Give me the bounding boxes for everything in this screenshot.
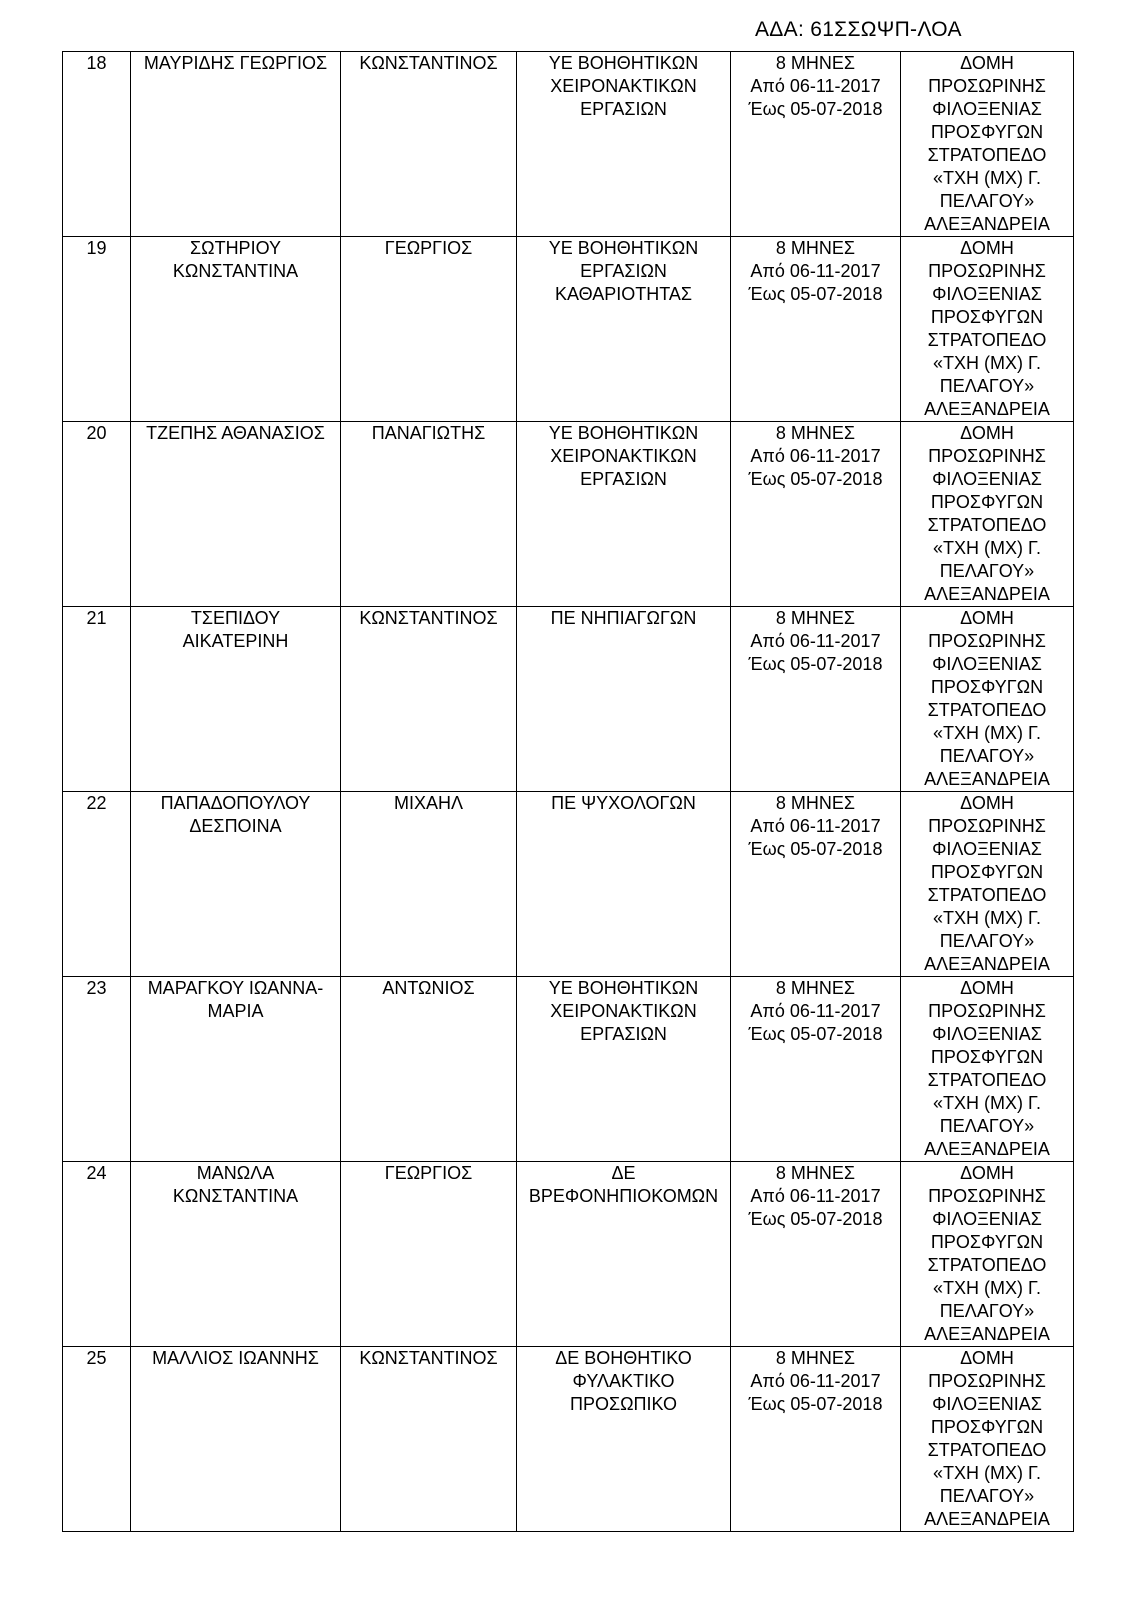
work-location-line: ΠΕΛΑΓΟΥ» bbox=[939, 1486, 1035, 1506]
work-location-line: ΦΙΛΟΞΕΝΙΑΣ bbox=[932, 99, 1042, 119]
work-location-line: ΦΙΛΟΞΕΝΙΑΣ bbox=[932, 839, 1042, 859]
table-row bbox=[63, 607, 1074, 792]
work-location-line: ΑΛΕΞΑΝΔΡΕΙΑ bbox=[924, 399, 1050, 419]
work-location-line: «ΤΧΗ (ΜΧ) Γ. bbox=[933, 1093, 1041, 1113]
work-location-cell bbox=[901, 52, 1074, 237]
work-location-line: ΠΡΟΣΦΥΓΩΝ bbox=[930, 492, 1044, 512]
work-location-line: «ΤΧΗ (ΜΧ) Γ. bbox=[933, 908, 1041, 928]
work-location-line: ΑΛΕΞΑΝΔΡΕΙΑ bbox=[924, 1509, 1050, 1529]
specialty-line: ΥΕ ΒΟΗΘΗΤΙΚΩΝ bbox=[548, 978, 699, 998]
document-ada-code: ΑΔΑ: 61ΣΣΩΨΠ-ΛΟΑ bbox=[755, 18, 962, 41]
work-location-line: ΠΕΛΑΓΟΥ» bbox=[939, 1116, 1035, 1136]
full-name-cell bbox=[131, 422, 341, 607]
work-location-line: ΔΟΜΗ bbox=[960, 978, 1014, 998]
specialty-line: ΧΕΙΡΟΝΑΚΤΙΚΩΝ bbox=[550, 1001, 697, 1021]
work-location-line: ΣΤΡΑΤΟΠΕΔΟ bbox=[927, 1070, 1047, 1090]
work-location-line: ΣΤΡΑΤΟΠΕΔΟ bbox=[927, 885, 1047, 905]
specialty-line: ΧΕΙΡΟΝΑΚΤΙΚΩΝ bbox=[550, 446, 697, 466]
work-location-line: ΔΟΜΗ bbox=[960, 53, 1014, 73]
row-number-text: 25 bbox=[86, 1348, 107, 1368]
work-location-line: «ΤΧΗ (ΜΧ) Γ. bbox=[933, 353, 1041, 373]
work-location-line: ΠΕΛΑΓΟΥ» bbox=[939, 376, 1035, 396]
work-location-line: ΠΡΟΣΩΡΙΝΗΣ bbox=[928, 816, 1046, 836]
specialty-line: ΦΥΛΑΚΤΙΚΟ bbox=[572, 1371, 675, 1391]
work-location-line: ΔΟΜΗ bbox=[960, 608, 1014, 628]
contract-duration-line: Έως 05-07-2018 bbox=[748, 284, 883, 304]
work-location-line: «ΤΧΗ (ΜΧ) Γ. bbox=[933, 538, 1041, 558]
specialty-line: ΔΕ ΒΟΗΘΗΤΙΚΟ bbox=[555, 1348, 692, 1368]
work-location-line: ΑΛΕΞΑΝΔΡΕΙΑ bbox=[924, 1324, 1050, 1344]
work-location-line: ΦΙΛΟΞΕΝΙΑΣ bbox=[932, 1394, 1042, 1414]
specialty-line: ΥΕ ΒΟΗΘΗΤΙΚΩΝ bbox=[548, 423, 699, 443]
full-name-line: ΚΩΝΣΤΑΝΤΙΝΑ bbox=[172, 1186, 299, 1206]
contract-duration-cell bbox=[731, 607, 901, 792]
work-location-line: ΣΤΡΑΤΟΠΕΔΟ bbox=[927, 145, 1047, 165]
contract-duration-line: Από 06-11-2017 bbox=[750, 631, 881, 651]
row-number-text: 19 bbox=[86, 238, 107, 258]
work-location-cell bbox=[901, 237, 1074, 422]
specialty-line: ΕΡΓΑΣΙΩΝ bbox=[580, 1024, 667, 1044]
contract-duration-cell bbox=[731, 237, 901, 422]
specialty-cell bbox=[517, 977, 731, 1162]
father-name-cell bbox=[341, 52, 517, 237]
specialty-cell bbox=[517, 1347, 731, 1532]
work-location-line: ΠΡΟΣΦΥΓΩΝ bbox=[930, 677, 1044, 697]
contract-duration-line: 8 ΜΗΝΕΣ bbox=[775, 793, 856, 813]
full-name-line: ΔΕΣΠΟΙΝΑ bbox=[189, 816, 282, 836]
work-location-line: «ΤΧΗ (ΜΧ) Γ. bbox=[933, 168, 1041, 188]
contract-duration-line: Έως 05-07-2018 bbox=[748, 469, 883, 489]
contract-duration-line: Από 06-11-2017 bbox=[750, 446, 881, 466]
row-number-text: 21 bbox=[86, 608, 107, 628]
work-location-line: ΠΡΟΣΩΡΙΝΗΣ bbox=[928, 261, 1046, 281]
full-name-line: ΤΣΕΠΙΔΟΥ bbox=[190, 608, 281, 628]
specialty-line: ΠΡΟΣΩΠΙΚΟ bbox=[569, 1394, 678, 1414]
work-location-cell bbox=[901, 1162, 1074, 1347]
contract-duration-line: Έως 05-07-2018 bbox=[748, 839, 883, 859]
row-number-text: 23 bbox=[86, 978, 107, 998]
work-location-cell bbox=[901, 422, 1074, 607]
row-number-cell bbox=[63, 237, 131, 422]
contract-duration-line: Από 06-11-2017 bbox=[750, 1001, 881, 1021]
work-location-cell bbox=[901, 1347, 1074, 1532]
work-location-line: ΣΤΡΑΤΟΠΕΔΟ bbox=[927, 1255, 1047, 1275]
work-location-line: ΠΡΟΣΩΡΙΝΗΣ bbox=[928, 1371, 1046, 1391]
full-name-line: ΜΑΝΩΛΑ bbox=[196, 1163, 275, 1183]
contract-duration-line: Από 06-11-2017 bbox=[750, 261, 881, 281]
full-name-cell bbox=[131, 1162, 341, 1347]
father-name-text: ΑΝΤΩΝΙΟΣ bbox=[382, 978, 475, 998]
work-location-line: ΠΡΟΣΦΥΓΩΝ bbox=[930, 307, 1044, 327]
full-name-line: ΤΖΕΠΗΣ ΑΘΑΝΑΣΙΟΣ bbox=[146, 423, 325, 443]
full-name-line: ΣΩΤΗΡΙΟΥ bbox=[189, 238, 281, 258]
contract-duration-line: 8 ΜΗΝΕΣ bbox=[775, 238, 856, 258]
work-location-line: ΠΡΟΣΦΥΓΩΝ bbox=[930, 1232, 1044, 1252]
table-row bbox=[63, 237, 1074, 422]
row-number-cell bbox=[63, 607, 131, 792]
contract-duration-line: 8 ΜΗΝΕΣ bbox=[775, 423, 856, 443]
work-location-cell bbox=[901, 792, 1074, 977]
specialty-line: ΧΕΙΡΟΝΑΚΤΙΚΩΝ bbox=[550, 76, 697, 96]
contract-duration-cell bbox=[731, 977, 901, 1162]
table-row bbox=[63, 792, 1074, 977]
full-name-line: ΠΑΠΑΔΟΠΟΥΛΟΥ bbox=[160, 793, 311, 813]
contract-duration-line: Από 06-11-2017 bbox=[750, 1371, 881, 1391]
row-number-text: 24 bbox=[86, 1163, 107, 1183]
father-name-cell bbox=[341, 792, 517, 977]
father-name-cell bbox=[341, 422, 517, 607]
work-location-line: ΑΛΕΞΑΝΔΡΕΙΑ bbox=[924, 769, 1050, 789]
work-location-line: ΠΕΛΑΓΟΥ» bbox=[939, 191, 1035, 211]
work-location-line: ΦΙΛΟΞΕΝΙΑΣ bbox=[932, 469, 1042, 489]
row-number-cell bbox=[63, 977, 131, 1162]
work-location-line: ΠΡΟΣΩΡΙΝΗΣ bbox=[928, 76, 1046, 96]
full-name-cell bbox=[131, 52, 341, 237]
work-location-line: «ΤΧΗ (ΜΧ) Γ. bbox=[933, 1463, 1041, 1483]
work-location-line: ΠΡΟΣΩΡΙΝΗΣ bbox=[928, 1001, 1046, 1021]
specialty-line: ΔΕ bbox=[611, 1163, 636, 1183]
full-name-cell bbox=[131, 977, 341, 1162]
father-name-text: ΓΕΩΡΓΙΟΣ bbox=[384, 1163, 473, 1183]
work-location-line: ΠΡΟΣΩΡΙΝΗΣ bbox=[928, 1186, 1046, 1206]
work-location-line: ΠΡΟΣΦΥΓΩΝ bbox=[930, 1047, 1044, 1067]
full-name-line: ΚΩΝΣΤΑΝΤΙΝΑ bbox=[172, 261, 299, 281]
row-number-text: 20 bbox=[86, 423, 107, 443]
contract-duration-line: Έως 05-07-2018 bbox=[748, 1394, 883, 1414]
full-name-cell bbox=[131, 237, 341, 422]
work-location-cell bbox=[901, 607, 1074, 792]
contract-duration-line: 8 ΜΗΝΕΣ bbox=[775, 978, 856, 998]
row-number-text: 18 bbox=[86, 53, 107, 73]
contract-duration-cell bbox=[731, 792, 901, 977]
full-name-cell bbox=[131, 792, 341, 977]
contract-duration-line: Από 06-11-2017 bbox=[750, 1186, 881, 1206]
father-name-text: ΜΙΧΑΗΛ bbox=[393, 793, 464, 813]
specialty-line: ΥΕ ΒΟΗΘΗΤΙΚΩΝ bbox=[548, 53, 699, 73]
specialty-cell bbox=[517, 1162, 731, 1347]
specialty-line: ΕΡΓΑΣΙΩΝ bbox=[580, 99, 667, 119]
specialty-cell bbox=[517, 52, 731, 237]
father-name-text: ΓΕΩΡΓΙΟΣ bbox=[384, 238, 473, 258]
specialty-line: ΥΕ ΒΟΗΘΗΤΙΚΩΝ bbox=[548, 238, 699, 258]
specialty-cell bbox=[517, 237, 731, 422]
full-name-line: ΑΙΚΑΤΕΡΙΝΗ bbox=[182, 631, 289, 651]
contract-duration-cell bbox=[731, 52, 901, 237]
specialty-line: ΕΡΓΑΣΙΩΝ bbox=[580, 261, 667, 281]
contract-duration-line: 8 ΜΗΝΕΣ bbox=[775, 1348, 856, 1368]
specialty-line: ΠΕ ΨΥΧΟΛΟΓΩΝ bbox=[551, 793, 696, 813]
contract-duration-cell bbox=[731, 1162, 901, 1347]
specialty-line: ΚΑΘΑΡΙΟΤΗΤΑΣ bbox=[554, 284, 693, 304]
work-location-line: ΔΟΜΗ bbox=[960, 1163, 1014, 1183]
specialty-cell bbox=[517, 792, 731, 977]
work-location-line: ΔΟΜΗ bbox=[960, 793, 1014, 813]
table-row bbox=[63, 52, 1074, 237]
father-name-cell bbox=[341, 1347, 517, 1532]
work-location-line: ΑΛΕΞΑΝΔΡΕΙΑ bbox=[924, 954, 1050, 974]
work-location-line: ΑΛΕΞΑΝΔΡΕΙΑ bbox=[924, 1139, 1050, 1159]
contract-duration-line: Έως 05-07-2018 bbox=[748, 654, 883, 674]
row-number-cell bbox=[63, 1162, 131, 1347]
father-name-text: ΚΩΝΣΤΑΝΤΙΝΟΣ bbox=[359, 1348, 498, 1368]
contract-duration-line: Από 06-11-2017 bbox=[750, 816, 881, 836]
specialty-line: ΠΕ ΝΗΠΙΑΓΩΓΩΝ bbox=[550, 608, 697, 628]
father-name-text: ΠΑΝΑΓΙΩΤΗΣ bbox=[371, 423, 486, 443]
work-location-line: ΦΙΛΟΞΕΝΙΑΣ bbox=[932, 654, 1042, 674]
contract-duration-line: 8 ΜΗΝΕΣ bbox=[775, 1163, 856, 1183]
row-number-cell bbox=[63, 792, 131, 977]
specialty-line: ΒΡΕΦΟΝΗΠΙΟΚΟΜΩΝ bbox=[528, 1186, 719, 1206]
full-name-cell bbox=[131, 607, 341, 792]
work-location-line: «ΤΧΗ (ΜΧ) Γ. bbox=[933, 1278, 1041, 1298]
work-location-line: ΔΟΜΗ bbox=[960, 423, 1014, 443]
specialty-line: ΕΡΓΑΣΙΩΝ bbox=[580, 469, 667, 489]
full-name-cell bbox=[131, 1347, 341, 1532]
father-name-cell bbox=[341, 1162, 517, 1347]
work-location-line: ΔΟΜΗ bbox=[960, 1348, 1014, 1368]
work-location-line: ΠΕΛΑΓΟΥ» bbox=[939, 746, 1035, 766]
work-location-line: ΠΡΟΣΩΡΙΝΗΣ bbox=[928, 631, 1046, 651]
contract-duration-line: Έως 05-07-2018 bbox=[748, 99, 883, 119]
contract-duration-line: 8 ΜΗΝΕΣ bbox=[775, 608, 856, 628]
work-location-line: ΣΤΡΑΤΟΠΕΔΟ bbox=[927, 330, 1047, 350]
contract-duration-line: Έως 05-07-2018 bbox=[748, 1024, 883, 1044]
table-row bbox=[63, 1347, 1074, 1532]
father-name-cell bbox=[341, 977, 517, 1162]
contract-duration-line: Από 06-11-2017 bbox=[750, 76, 881, 96]
row-number-cell bbox=[63, 52, 131, 237]
work-location-line: ΦΙΛΟΞΕΝΙΑΣ bbox=[932, 1209, 1042, 1229]
table-row bbox=[63, 977, 1074, 1162]
work-location-line: ΠΡΟΣΦΥΓΩΝ bbox=[930, 862, 1044, 882]
table-row bbox=[63, 422, 1074, 607]
father-name-text: ΚΩΝΣΤΑΝΤΙΝΟΣ bbox=[359, 608, 498, 628]
work-location-line: ΠΕΛΑΓΟΥ» bbox=[939, 561, 1035, 581]
table-row bbox=[63, 1162, 1074, 1347]
row-number-cell bbox=[63, 422, 131, 607]
contract-duration-cell bbox=[731, 1347, 901, 1532]
row-number-cell bbox=[63, 1347, 131, 1532]
work-location-line: ΑΛΕΞΑΝΔΡΕΙΑ bbox=[924, 214, 1050, 234]
work-location-line: ΔΟΜΗ bbox=[960, 238, 1014, 258]
specialty-cell bbox=[517, 422, 731, 607]
contract-duration-line: 8 ΜΗΝΕΣ bbox=[775, 53, 856, 73]
contract-duration-cell bbox=[731, 422, 901, 607]
work-location-line: «ΤΧΗ (ΜΧ) Γ. bbox=[933, 723, 1041, 743]
father-name-text: ΚΩΝΣΤΑΝΤΙΝΟΣ bbox=[359, 53, 498, 73]
father-name-cell bbox=[341, 237, 517, 422]
father-name-cell bbox=[341, 607, 517, 792]
work-location-line: ΠΡΟΣΩΡΙΝΗΣ bbox=[928, 446, 1046, 466]
work-location-line: ΑΛΕΞΑΝΔΡΕΙΑ bbox=[924, 584, 1050, 604]
full-name-line: ΜΑΡΙΑ bbox=[207, 1001, 264, 1021]
work-location-line: ΠΡΟΣΦΥΓΩΝ bbox=[930, 1417, 1044, 1437]
full-name-line: ΜΑΥΡΙΔΗΣ ΓΕΩΡΓΙΟΣ bbox=[143, 53, 328, 73]
work-location-line: ΦΙΛΟΞΕΝΙΑΣ bbox=[932, 1024, 1042, 1044]
staff-table bbox=[62, 51, 1074, 1532]
work-location-line: ΠΕΛΑΓΟΥ» bbox=[939, 1301, 1035, 1321]
work-location-line: ΦΙΛΟΞΕΝΙΑΣ bbox=[932, 284, 1042, 304]
work-location-line: ΣΤΡΑΤΟΠΕΔΟ bbox=[927, 515, 1047, 535]
contract-duration-line: Έως 05-07-2018 bbox=[748, 1209, 883, 1229]
work-location-line: ΠΡΟΣΦΥΓΩΝ bbox=[930, 122, 1044, 142]
staff-table-body bbox=[63, 52, 1074, 1532]
work-location-line: ΣΤΡΑΤΟΠΕΔΟ bbox=[927, 700, 1047, 720]
work-location-cell bbox=[901, 977, 1074, 1162]
work-location-line: ΣΤΡΑΤΟΠΕΔΟ bbox=[927, 1440, 1047, 1460]
full-name-line: ΜΑΡΑΓΚΟΥ ΙΩΑΝΝΑ- bbox=[147, 978, 324, 998]
specialty-cell bbox=[517, 607, 731, 792]
work-location-line: ΠΕΛΑΓΟΥ» bbox=[939, 931, 1035, 951]
full-name-line: ΜΑΛΛΙΟΣ ΙΩΑΝΝΗΣ bbox=[152, 1348, 319, 1368]
row-number-text: 22 bbox=[86, 793, 107, 813]
